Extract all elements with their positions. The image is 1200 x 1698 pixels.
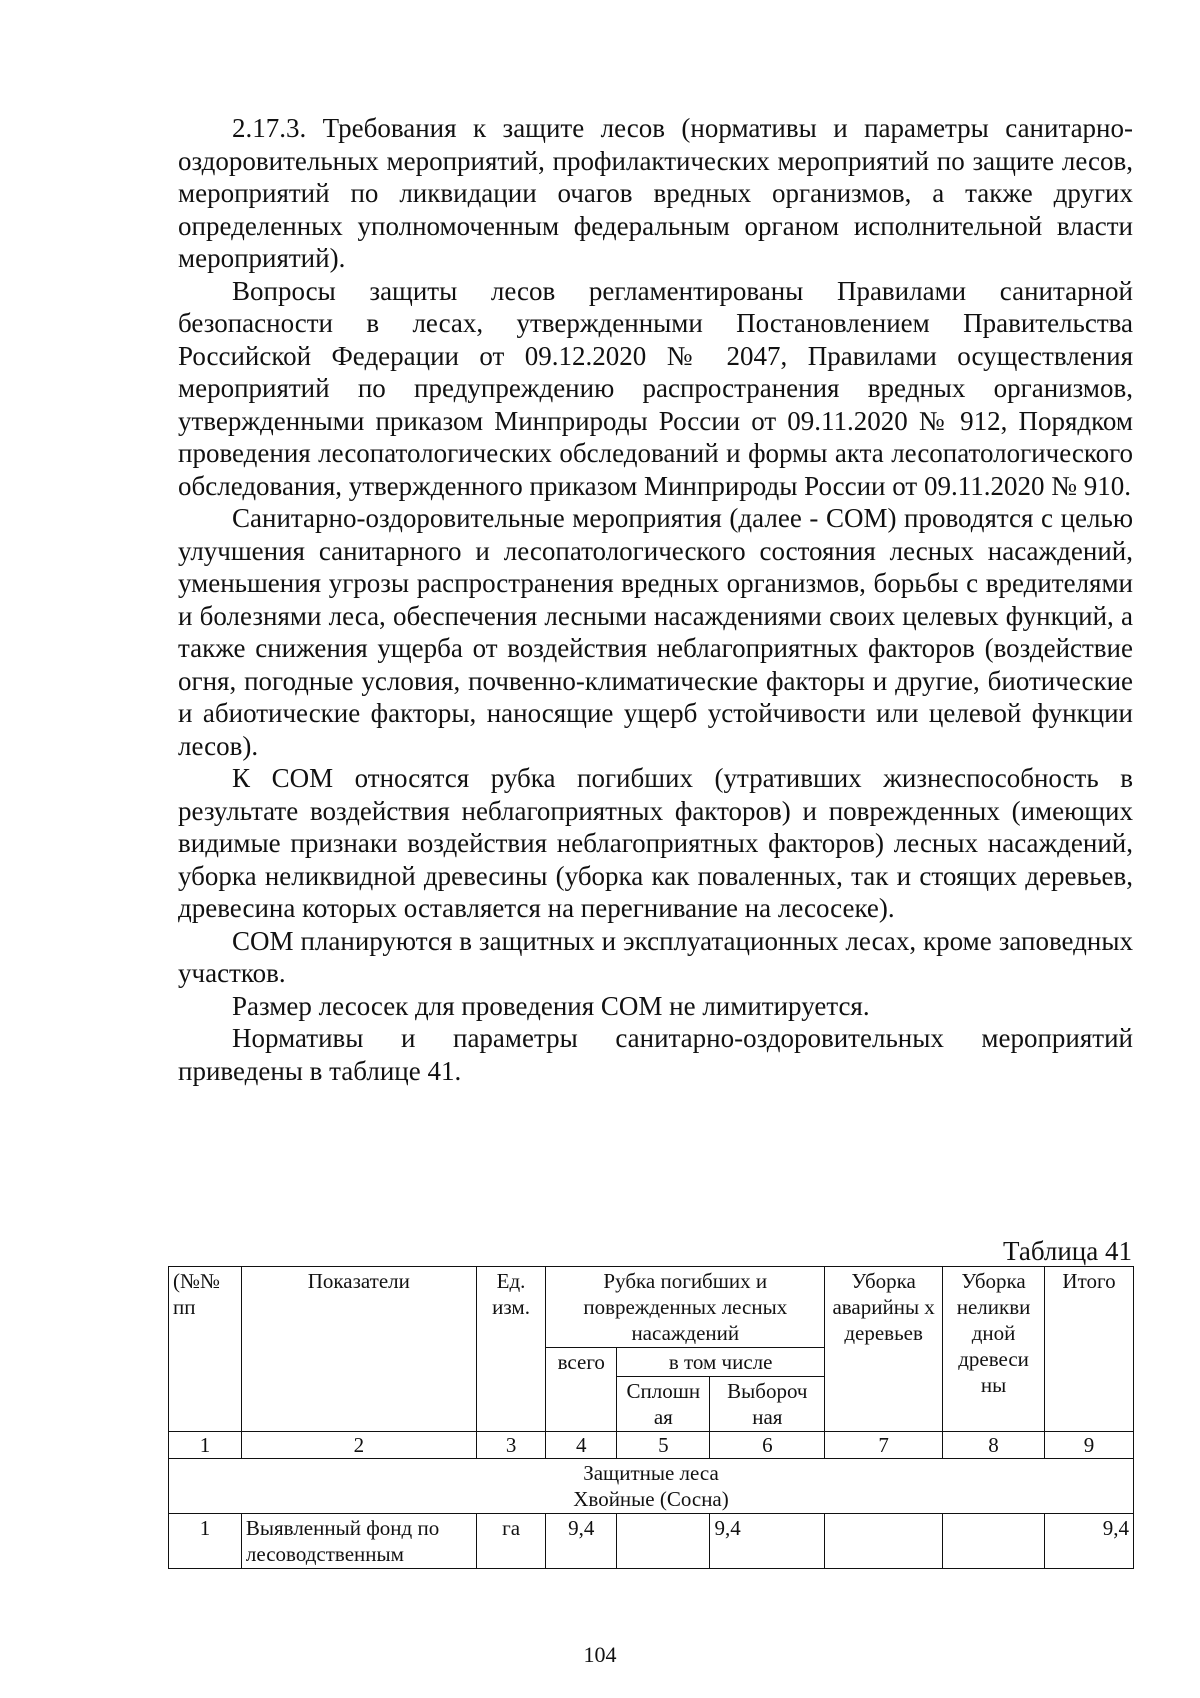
body-text — [178, 112, 1133, 1087]
header-selective: Выбороч ная — [710, 1377, 825, 1432]
paragraph-table-reference: Нормативы и параметры санитарно-оздоровительных мероприятий приведены в таблице 41. — [178, 1023, 1133, 1086]
row-total: 9,4 — [546, 1514, 617, 1569]
paragraph-som-planning: СОМ планируются в защитных и эксплуатационных лесах, кроме заповедных участков. — [178, 925, 1133, 988]
table-header-row — [169, 1267, 1134, 1348]
header-indicators: Показатели — [241, 1267, 476, 1432]
col-number: 6 — [710, 1432, 825, 1459]
row-emergency — [825, 1514, 943, 1569]
row-selective: 9,4 — [710, 1514, 825, 1569]
col-number: 4 — [546, 1432, 617, 1459]
sanitary-measures-table — [168, 1266, 1134, 1569]
section-row — [169, 1459, 1134, 1514]
column-number-row — [169, 1432, 1134, 1459]
row-illiquid — [943, 1514, 1045, 1569]
col-number: 2 — [241, 1432, 476, 1459]
paragraph-regulations: Вопросы защиты лесов регламентированы Правилами санитарной безопасности в лесах, утвержденными Постановлением Правительства Российской Федерации от 09.12.2020 № 2047, Правилами осуществления мероприятий по предупреждению распространения вредных организмов, утвержденными приказом Минприроды России от 09.11.2020 № 912, Порядком проведения лесопатологических обследований и формы акта лесопатологического обследования, утвержденного приказом Минприроды России от 09.11.2020 № 910. — [178, 275, 1133, 501]
table-row — [169, 1514, 1134, 1569]
table-caption: Таблица 41 — [1003, 1236, 1132, 1266]
row-sum: 9,4 — [1044, 1514, 1133, 1569]
col-number: 3 — [476, 1432, 546, 1459]
header-including: в том числе — [617, 1348, 825, 1377]
header-sum: Итого — [1044, 1267, 1133, 1432]
subsection-title: Хвойные (Сосна) — [573, 1487, 729, 1511]
row-indicator: Выявленный фонд по лесоводственным — [241, 1514, 476, 1569]
header-num: (№№ пп — [169, 1267, 242, 1432]
row-clear — [617, 1514, 710, 1569]
col-number: 1 — [169, 1432, 242, 1459]
paragraph-section-heading: 2.17.3. Требования к защите лесов (нормативы и параметры санитарно-оздоровительных мероприятий, профилактических мероприятий по защите лесов, мероприятий по ликвидации очагов вредных организмов, а также других определенных уполномоченным федеральным органом исполнительной власти мероприятий). — [178, 113, 1133, 273]
header-illiquid: Уборка неликви дной древеси ны — [943, 1267, 1045, 1432]
col-number: 9 — [1044, 1432, 1133, 1459]
header-felling: Рубка погибших и поврежденных лесных насаждений — [546, 1267, 825, 1348]
header-clear: Сплошн ая — [617, 1377, 710, 1432]
header-total: всего — [546, 1348, 617, 1432]
col-number: 7 — [825, 1432, 943, 1459]
row-unit: га — [476, 1514, 546, 1569]
section-heading — [169, 1459, 1134, 1514]
paragraph-som-types: К СОМ относятся рубка погибших (утративших жизнеспособность в результате воздействия неблагоприятных факторов) и поврежденных (имеющих видимые признаки воздействия неблагоприятных факторов) лесных насаждений, уборка неликвидной древесины (уборка как поваленных, так и стоящих деревьев, древесина которых оставляется на перегнивание на лесосеке). — [178, 763, 1133, 923]
col-number: 5 — [617, 1432, 710, 1459]
col-number: 8 — [943, 1432, 1045, 1459]
page-number: 104 — [583, 1642, 617, 1667]
section-title: Защитные леса — [583, 1461, 719, 1485]
paragraph-som-definition: Санитарно-оздоровительные мероприятия (далее - СОМ) проводятся с целью улучшения санитарного и лесопатологического состояния лесных насаждений, уменьшения угрозы распространения вредных организмов, борьбы с вредителями и болезнями леса, обеспечения лесными насаждениями своих целевых функций, а также снижения ущерба от воздействия неблагоприятных факторов (воздействие огня, погодные условия, почвенно-климатические факторы и другие, биотические и абиотические факторы, наносящие ущерб устойчивости или целевой функции лесов). — [178, 503, 1133, 761]
header-emergency: Уборка аварийны х деревьев — [825, 1267, 943, 1432]
paragraph-cutting-size: Размер лесосек для проведения СОМ не лимитируется. — [232, 990, 870, 1021]
header-unit: Ед. изм. — [476, 1267, 546, 1432]
row-num: 1 — [169, 1514, 242, 1569]
